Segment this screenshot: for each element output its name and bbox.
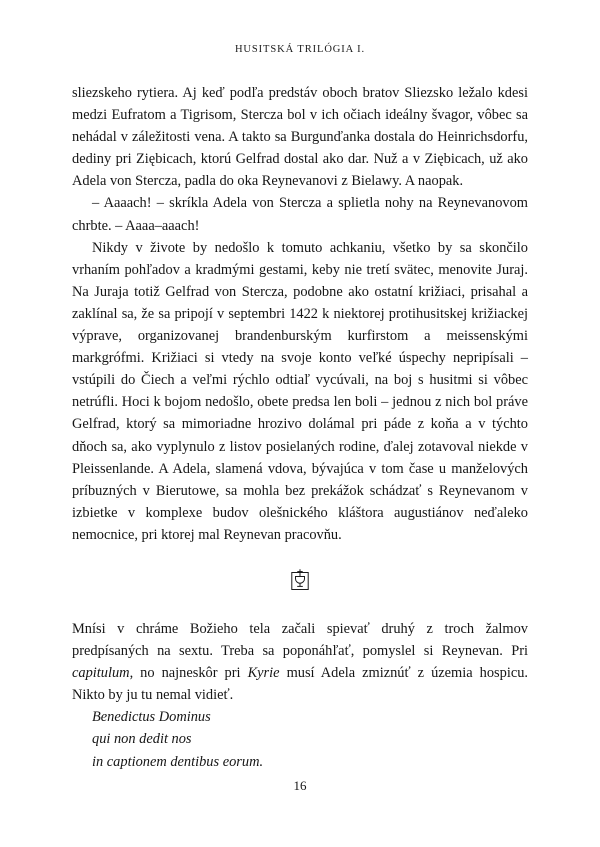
text-tail: musí Adela zmiznúť z územia hospicu. Nikto by ju tu nemal vidieť. [72, 665, 529, 704]
text-lead: Mnísi v chráme Božieho tela začali spievať druhý z troch žalmov predpísaných na sextu. Treba sa poponáhľať, pomyslel si Reynevan. Pri [72, 621, 528, 660]
running-head: HUSITSKÁ TRILÓGIA I. [234, 44, 366, 55]
latin-term-capitulum: capitulum [72, 665, 130, 682]
verse-line: qui non dedit nos [92, 731, 192, 748]
text-mid: , no najneskôr pri [129, 665, 248, 682]
after-ornament-block [72, 618, 528, 773]
latin-term-kyrie: Kyrie [247, 665, 280, 682]
paragraph-dialogue: – Aaaach! – skríkla Adela von Stercza a splietla nohy na Reynevanovom chrbte. – Aaaa–aaach! [72, 195, 528, 234]
body-text-block [72, 82, 528, 546]
verse-line: Benedictus Dominus [92, 709, 211, 726]
verse-line: in captionem dentibus eorum. [92, 753, 264, 770]
paragraph-after-ornament [72, 618, 528, 706]
chalice-ornament-icon [0, 568, 600, 594]
page-number: 16 [293, 778, 307, 793]
paragraph-continuation: sliezskeho rytiera. Aj keď podľa predstáv oboch bratov Sliezsko ležalo kdesi medzi Eufratom a Tigrisom, Stercza bol v ich očiach ideálny švagor, vôbec sa nehádal v záležitosti vena. A takto sa Burgunďanka dostala do Heinrichsdorfu, dediny pri Ziębicach, ktorú Gelfrad dostal ako dar. Nuž a v Ziębicach, už ako Adela von Stercza, padla do oka Reynevanovi z Bielawy. A naopak. [72, 85, 528, 190]
paragraph-narrative: Nikdy v živote by nedošlo k tomuto achkaniu, všetko by sa skončilo vrhaním pohľadov a kradmými gestami, keby nie tretí svätec, menovite Juraj. Na Juraja totiž Gelfrad von Stercza, podobne ako ostatní križiaci, prisahal a zaklínal sa, že sa pripojí v septembri 1422 k niektorej protihusitskej križiackej výprave, organizovanej brandenburským kurfirstom a meissenskými markgrófmi. Križiaci si vtedy na svoje konto veľké úspechy nepripísali – vstúpili do Čiech a veľmi rýchlo odtiaľ vycúvali, na boj s husitmi si vôbec netrúfli. Hoci k bojom nedošlo, obete predsa len boli – jednou z nich bol práve Gelfrad, ktorý sa mimoriadne hrozivo dolámal pri páde z koňa a v týchto dňoch sa, ako vyplynulo z listov posielaných rodine, ďalej zotavoval niekde v Pleissenlande. A Adela, slamená vdova, bývajúca v tom čase u manželových príbuzných v Bierutowe, sa mohla bez prekážok schádzať s Reynevanom v izbietke v komplexe budov olešnického kláštora augustiánov neďaleko nemocnice, pri ktorej mal Reynevan pracovňu. [72, 239, 528, 543]
verse-block [72, 706, 528, 772]
